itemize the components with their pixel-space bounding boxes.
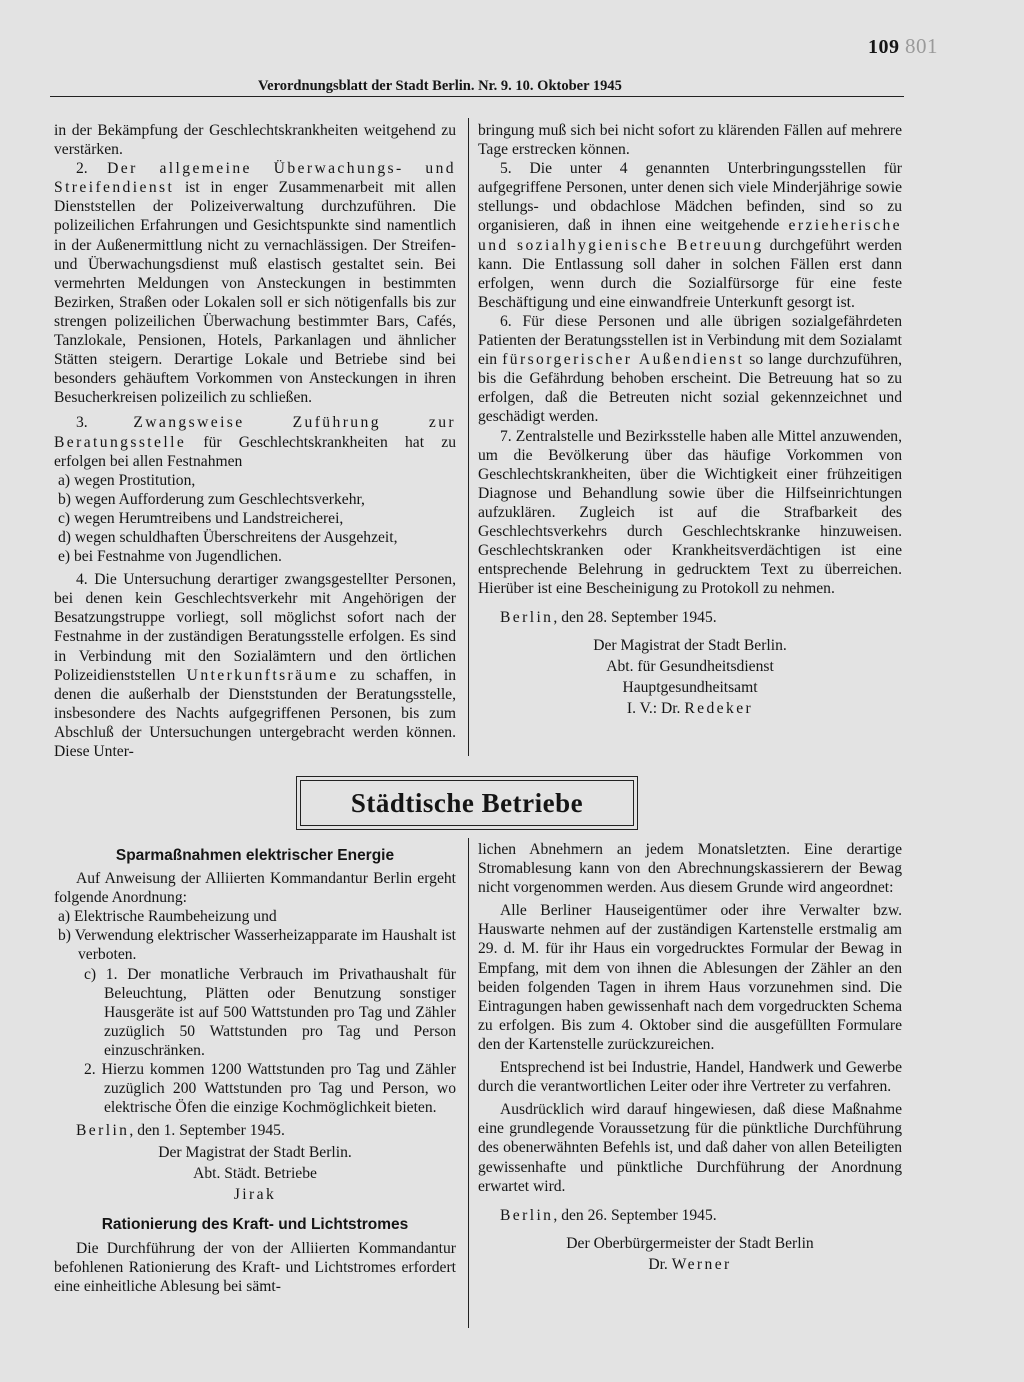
paragraph-4-continued: bringung muß sich bei nicht sofort zu klärenden Fällen auf mehrere Tage erstrecken können. — [478, 122, 902, 159]
page-number — [868, 34, 938, 59]
paragraph-5-text-b: durchgeführt werden kann. Die Entlassung soll daher in solchen Fällen erst dann erfolgen, wenn durch die Sozialfürsorge für eine feste Beschäftigung und eine einwandfreie Unterkunft gesorgt ist. — [478, 236, 902, 311]
page-stamp: 801 — [905, 34, 938, 58]
list-item: b) wegen Aufforderung zum Geschlechtsverkehr, — [58, 490, 365, 508]
order-item-c1: c) 1. Der monatliche Verbrauch im Privathaushalt für Beleuchtung, Plätten oder Benutzung sonstiger Hausgeräte ist auf 500 Wattstunden pro Tag und Zähler zuzüglich 50 Wattstunden pro Tag und Person einzuschränken. — [84, 965, 456, 1059]
list-item: e) bei Festnahme von Jugendlichen. — [58, 548, 282, 566]
bottom-left-column — [54, 846, 456, 1296]
running-head: Verordnungsblatt der Stadt Berlin. Nr. 9. 10. Oktober 1945 — [258, 78, 622, 94]
column-divider-top — [468, 118, 469, 756]
order-item-b: b) Verwendung elektrischer Wasserheizapparate im Haushalt ist verboten. — [58, 927, 456, 964]
top-right-column — [478, 121, 902, 719]
signature-line: Abt. Städt. Betriebe — [193, 1165, 317, 1183]
top-left-column — [54, 121, 456, 761]
signature-date — [54, 1121, 456, 1140]
header-rule — [50, 96, 904, 97]
notice-paragraph: Ausdrücklich wird darauf hingewiesen, daß diese Maßnahme eine grundlegende Voraussetzung für die pünktliche Durchführung des obenerwähnten Befehls ist, und daß daher von allen Beteiligten gewissenhafte und pünktliche Durchführung der Anordnung erwartet wird. — [478, 1101, 902, 1195]
signature-date — [478, 1206, 902, 1225]
order-item-a: a) Elektrische Raumbeheizung und — [58, 908, 277, 926]
date-place: Berlin — [76, 1122, 130, 1140]
signature-block — [478, 635, 902, 719]
order-item-c2: 2. Hierzu kommen 1200 Wattstunden pro Tag und Zähler zuzüglich 200 Wattstunden pro Tag und Person, wo elektrische Öfen die einzige Kochmöglichkeit bieten. — [84, 1061, 456, 1117]
signature-signer — [478, 698, 902, 719]
paragraph-7: 7. Zentralstelle und Bezirksstelle haben alle Mittel anzuwenden, um die Bevölkerung über das häufige Vorkommen von Geschlechtskrankheiten, über die Wichtigkeit einer frühzeitigen Diagnose und Behandlung sowie über die Hilfseinrichtungen aufzuklären. Zugleich ist auf die Strafbarkeit des Geschlechtsverkehrs durch Geschlechtskranke hinzuweisen. Geschlechtskranken oder Krankheitsverdächtigen ist eine entsprechende Belehrung in gedrucktem Text zu überreichen. Hierüber ist eine Bescheinigung zu Protokoll zu nehmen. — [478, 427, 902, 598]
arrest-reasons-list — [54, 471, 456, 566]
signature-block — [54, 1142, 456, 1205]
bottom-right-column — [478, 840, 902, 1275]
paragraph-6-emphasis: fürsorgerischer Außendienst — [502, 351, 745, 369]
signature-signer — [478, 1254, 902, 1275]
industry-paragraph: Entsprechend ist bei Industrie, Handel, Handwerk und Gewerbe durch die verantwortlichen Leiter oder ihre Vertreter zu verfahren. — [478, 1059, 902, 1096]
paragraph-3-text: für Geschlechtskrankheiten hat zu erfolgen bei allen Festnahmen — [54, 433, 456, 470]
order-paragraph: Alle Berliner Hauseigentümer oder ihre Verwalter bzw. Hauswarte nehmen auf der zuständigen Kartenstelle erstmalig am 29. d. M. für ihr Haus ein vorgedrucktes Formular der Bewag in Empfang, mit dem von ihnen die Ablesungen der Zähler an den beiden folgenden Tagen in ihrem Haus vorzunehmen sind. Die Eintragungen haben gewissenhaft nach dem vorgedruckten Schema zu erfolgen. Bis zum 4. Oktober sind die ausgefüllten Formulare den der Kartenstelle zurückzureichen. — [478, 902, 902, 1053]
signer-prefix: I. V.: Dr. — [626, 700, 685, 718]
date-place: Berlin — [500, 1206, 554, 1224]
section-heading-box — [300, 780, 634, 826]
paragraph-1-continued: in der Bekämpfung der Geschlechtskrankheiten weitgehend zu verstärken. — [54, 122, 456, 159]
signature-line: Der Magistrat der Stadt Berlin. — [593, 637, 787, 655]
paragraph-3 — [54, 413, 456, 470]
article-heading-rationing: Rationierung des Kraft- und Lichtstromes — [101, 1216, 409, 1234]
intro-paragraph: Auf Anweisung der Alliierten Kommandantur Berlin ergeht folgende Anordnung: — [54, 870, 456, 907]
list-item: d) wegen schuldhaften Überschreitens der Ausgehzeit, — [58, 528, 398, 546]
signer-prefix: Dr. — [648, 1255, 672, 1273]
rationing-paragraph-continued: lichen Abnehmern an jedem Monatsletzten. Eine derartige Stromablesung kann von den Abrechnungskassierern der Bewag nicht vorgenommen werden. Aus diesem Grunde wird angeordnet: — [478, 841, 902, 897]
paragraph-6-text-a: 6. Für diese Personen und alle übrigen sozialgefährdeten Patienten der Beratungsstellen ist in Verbindung mit dem Sozialamt ein — [478, 312, 902, 369]
paragraph-4-text-b: zu schaffen, in denen die außerhalb der Dienststunden der Beratungsstelle, insbesondere des Nachts aufgegriffenen Personen, bis zum Abschluß der Untersuchungen untergebracht werden können. Diese Unter- — [54, 666, 456, 760]
paragraph-4-text-a: 4. Die Untersuchung derartiger zwangsgestellter Personen, bei denen kein Geschlechtsverkehr mit Angehörigen der Besatzungstruppe vorliegt, soll möglichst sofort nach der Festnahme in der zuständigen Beratungsstelle erfolgen. Es sind in Verbindung mit den Sozialämtern und den örtlichen Polizeidienststellen — [54, 571, 456, 684]
signature-line: Der Magistrat der Stadt Berlin. — [158, 1144, 352, 1162]
column-divider-bottom — [468, 838, 469, 1328]
date-text: , den 1. September 1945. — [129, 1122, 285, 1140]
signer-name: Werner — [671, 1255, 732, 1273]
list-item: a) wegen Prostitution, — [58, 471, 196, 489]
signature-date — [478, 608, 902, 627]
date-text: , den 26. September 1945. — [553, 1206, 717, 1224]
paragraph-4 — [54, 570, 456, 761]
paragraph-2-emphasis: Der allgemeine Überwachungs- und Streifendienst — [54, 160, 456, 197]
signature-block — [478, 1233, 902, 1275]
section-title: Städtische Betriebe — [350, 787, 584, 818]
signature-line: Hauptgesundheitsamt — [622, 679, 758, 697]
page-number-value: 109 — [868, 36, 900, 58]
date-place: Berlin — [500, 609, 554, 627]
paragraph-2-text: ist in enger Zusammenarbeit mit allen Dienststellen der Polizeiverwaltung durchzuführen. Die polizeilichen Erfahrungen und Gesichtspunkte sind namentlich in der Außenermittlung nicht zu vernachlässigen. Der Streifen- und Überwachungsdienst muß elastisch gestaltet sein. Bei vermehrten Meldungen von Ansteckungen in bestimmten Bezirken, Straßen oder Lokalen soll er sich nötigenfalls bis zur strengen polizeilichen Überwachung bestimmter Bars, Cafés, Tanzlokale, Pensionen, Hotels, Parkanlagen und ähnlicher Stätten steigern. Derartige Lokale und Betriebe sind bei besonders gehäuftem Vorkommen von Ansteckungen in ihren Besucherkreisen polizeilich zu schließen. — [54, 179, 456, 407]
paragraph-6 — [478, 312, 902, 427]
paragraph-2-number: 2. — [76, 160, 108, 178]
list-item: c) wegen Herumtreibens und Landstreicherei, — [58, 509, 344, 527]
paragraph-5-emphasis: erzieherische und sozialhygienische Betreuung — [478, 217, 902, 254]
signature-line: Abt. für Gesundheitsdienst — [606, 658, 774, 676]
paragraph-6-text-b: so lange durchzuführen, bis die Gefährdung behoben erscheint. Die Betreuung hat so zu erfolgen, daß die Betreuten nicht sozial gekennzeichnet und geschädigt werden. — [478, 351, 903, 426]
paragraph-3-emphasis: Zwangsweise Zuführung zur Beratungsstelle — [54, 414, 457, 451]
paragraph-3-number: 3. — [76, 414, 134, 432]
rationing-paragraph: Die Durchführung der von der Alliierten Kommandantur befohlenen Rationierung des Kraft- und Lichtstromes erfordert eine einheitliche Ablesung bei sämt- — [54, 1239, 456, 1295]
article-heading-energy: Sparmaßnahmen elektrischer Energie — [115, 847, 395, 864]
signer-name: Redeker — [684, 700, 754, 718]
paragraph-4-emphasis: Unterkunftsräume — [186, 666, 339, 684]
paragraph-5 — [478, 159, 902, 312]
date-text: , den 28. September 1945. — [553, 609, 717, 627]
signer-name: Jirak — [233, 1186, 277, 1204]
signature-line: Der Oberbürgermeister der Stadt Berlin — [566, 1234, 814, 1252]
paragraph-2 — [54, 159, 456, 407]
paragraph-5-text-a: 5. Die unter 4 genannten Unterbringungsstellen für aufgegriffene Personen, unter denen sich viele Minderjährige sowie stellungs- und obdachlose Mädchen befinden, sind so zu organisieren, daß in ihnen eine weitgehende — [478, 160, 902, 235]
